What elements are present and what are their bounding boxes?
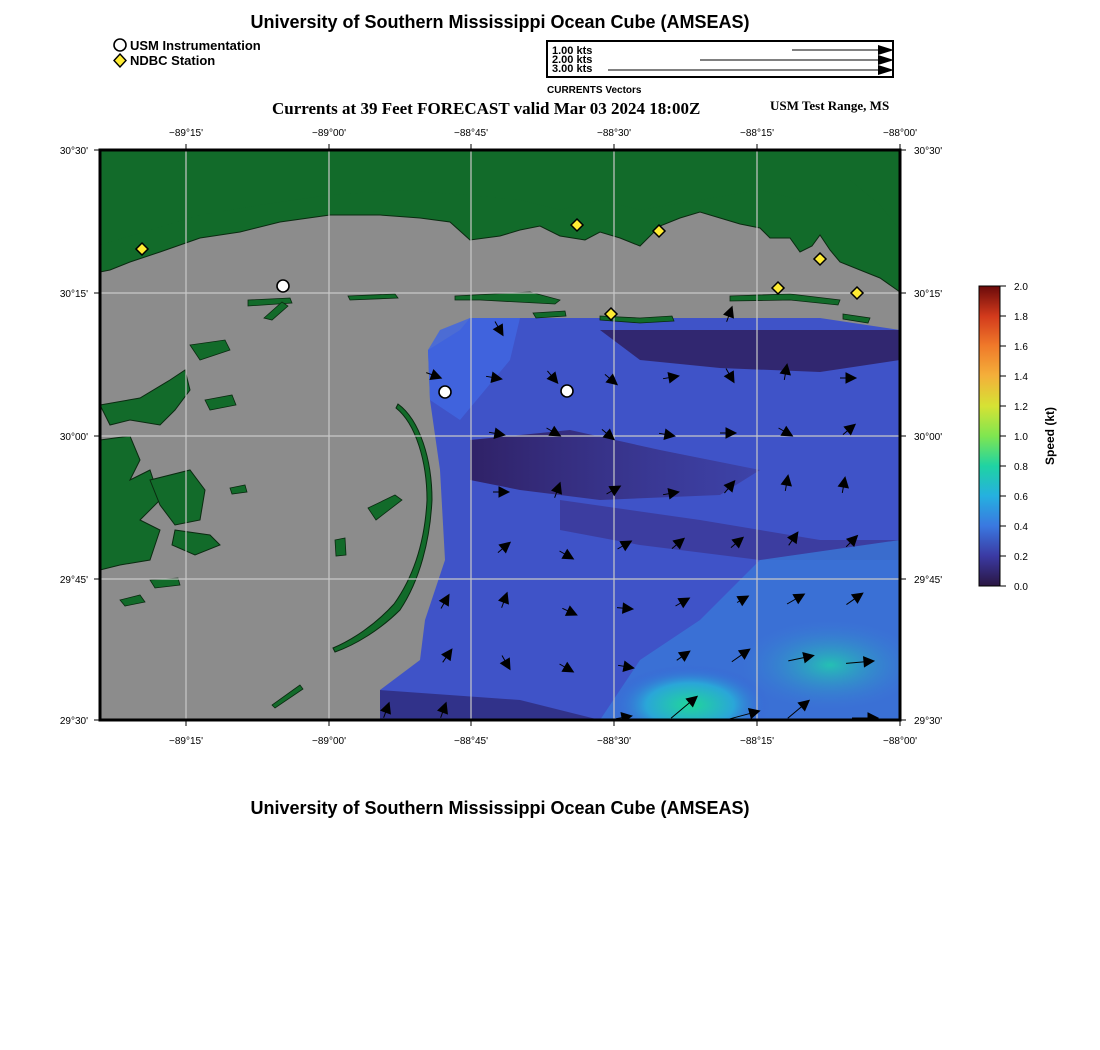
map-subtitle: Currents at 39 Feet FORECAST valid Mar 03 2024 18:00Z [272, 99, 701, 118]
x-tick-label: −88°45' [454, 736, 488, 747]
legend-usm-label: USM Instrumentation [130, 38, 261, 53]
y-axis-labels-left [60, 146, 88, 727]
x-axis-labels-bottom [169, 736, 917, 747]
y-tick-label: 30°15' [59, 289, 88, 300]
y-tick-label: 30°00' [914, 432, 943, 443]
vector-label-3: 3.00 kts [552, 63, 593, 75]
x-tick-label: −89°15' [169, 128, 203, 139]
y-tick-label: 30°15' [914, 289, 943, 300]
x-tick-label: −88°30' [597, 736, 631, 747]
usm-station-marker [439, 386, 451, 398]
y-tick-label: 29°30' [59, 716, 88, 727]
y-axis-labels-right [914, 146, 942, 727]
colorbar-tick: 1.0 [1014, 432, 1028, 443]
x-tick-label: −88°15' [740, 736, 774, 747]
colorbar-tick: 0.4 [1014, 522, 1028, 533]
x-tick-label: −88°45' [454, 128, 488, 139]
colorbar-tick: 0.2 [1014, 552, 1028, 563]
colorbar-tick: 1.2 [1014, 402, 1028, 413]
colorbar-label: Speed (kt) [1043, 406, 1057, 466]
y-tick-label: 29°30' [914, 716, 943, 727]
vector-label-1: 1.00 kts [552, 45, 593, 57]
map-area [100, 150, 920, 745]
x-tick-label: −88°30' [597, 128, 631, 139]
x-tick-label: −89°00' [312, 736, 346, 747]
x-axis-labels-top [169, 128, 917, 139]
legend-ndbc-label: NDBC Station [130, 53, 216, 68]
colorbar-tick: 1.8 [1014, 312, 1028, 323]
colorbar-tick: 0.6 [1014, 492, 1028, 503]
colorbar-tick: 0.0 [1014, 582, 1028, 593]
usm-station-marker [277, 280, 289, 292]
x-tick-label: −88°00' [883, 128, 917, 139]
x-tick-label: −88°00' [883, 736, 917, 747]
y-tick-label: 29°45' [914, 575, 943, 586]
y-tick-label: 30°30' [914, 146, 943, 157]
range-label: USM Test Range, MS [770, 98, 890, 113]
colorbar-tick: 1.6 [1014, 342, 1028, 353]
x-tick-label: −89°15' [169, 736, 203, 747]
y-tick-label: 30°00' [59, 432, 88, 443]
page-title: University of Southern Mississippi Ocean Cube (AMSEAS) [250, 12, 750, 32]
colorbar-tick: 1.4 [1014, 372, 1028, 383]
x-tick-label: −89°00' [312, 128, 346, 139]
colorbar-tick: 0.8 [1014, 462, 1028, 473]
vector-label-2: 2.00 kts [552, 54, 593, 66]
y-tick-label: 30°30' [59, 146, 88, 157]
vector-caption: CURRENTS Vectors [547, 85, 642, 96]
x-tick-label: −88°15' [740, 128, 774, 139]
colorbar-tick: 2.0 [1014, 282, 1028, 293]
usm-station-marker [561, 385, 573, 397]
speed-colorbar [979, 282, 1057, 593]
y-tick-label: 29°45' [59, 575, 88, 586]
footer-title: University of Southern Mississippi Ocean Cube (AMSEAS) [250, 798, 750, 818]
